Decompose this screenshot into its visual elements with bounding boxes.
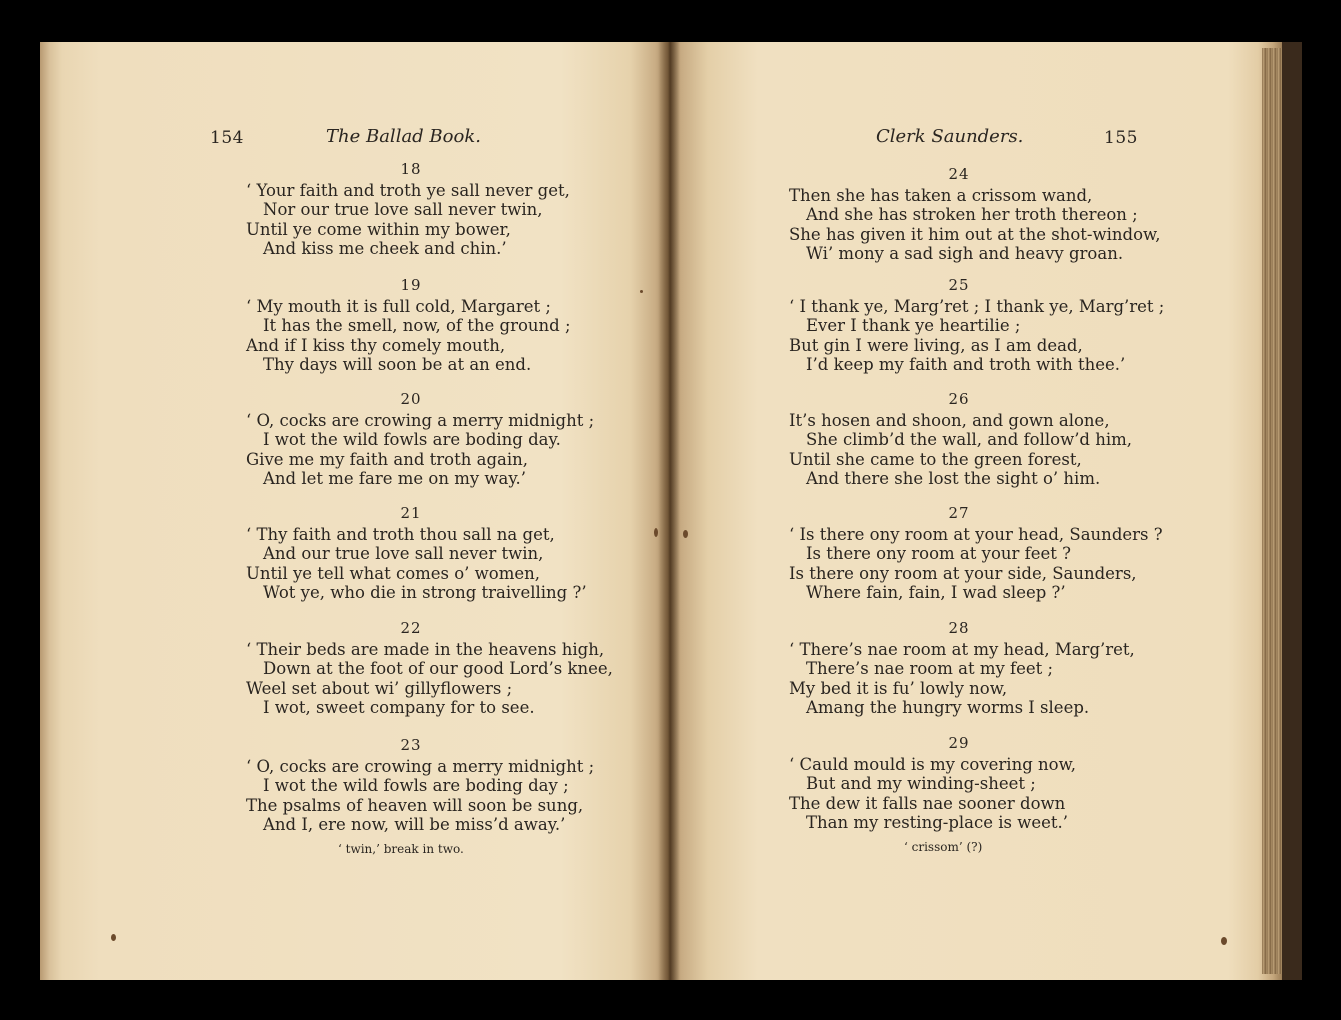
stanza-26 bbox=[789, 390, 1133, 489]
stanza-number: 27 bbox=[948, 504, 970, 522]
verse-line: Is there ony room at your feet ? bbox=[806, 544, 1072, 564]
verse-line: And there she lost the sight o’ him. bbox=[806, 469, 1101, 489]
left-footnote: ‘ twin,’ break in two. bbox=[338, 842, 464, 856]
right-running-title: Clerk Saunders. bbox=[876, 126, 1024, 147]
foxing-spot bbox=[111, 934, 116, 941]
verse-line: She has given it him out at the shot-window, bbox=[789, 224, 1161, 244]
verse-line: Is there ony room at your side, Saunders, bbox=[789, 563, 1137, 583]
right-page-number: 155 bbox=[1104, 128, 1138, 148]
verse-line: I wot the wild fowls are boding day ; bbox=[263, 776, 569, 796]
verse-line: The dew it falls nae sooner down bbox=[789, 793, 1066, 813]
verse-line: She climb’d the wall, and follow’d him, bbox=[806, 430, 1133, 450]
verse-line: ‘ O, cocks are crowing a merry midnight ; bbox=[246, 756, 595, 776]
stanza-18 bbox=[246, 160, 576, 259]
verse-line: Wi’ mony a sad sigh and heavy groan. bbox=[806, 244, 1124, 264]
foxing-spot bbox=[1221, 937, 1227, 945]
verse-line: And she has stroken her troth thereon ; bbox=[806, 205, 1138, 225]
stanza-28 bbox=[789, 619, 1135, 718]
stanza-number: 18 bbox=[400, 160, 422, 178]
verse-line: And our true love sall never twin, bbox=[263, 544, 544, 564]
verse-line: Than my resting-place is weet.’ bbox=[806, 813, 1069, 833]
verse-line: The psalms of heaven will soon be sung, bbox=[246, 795, 584, 815]
verse-line: But gin I were living, as I am dead, bbox=[789, 335, 1083, 355]
verse-line: ‘ My mouth it is full cold, Margaret ; bbox=[246, 296, 551, 316]
stanza-number: 21 bbox=[400, 504, 422, 522]
verse-line: Ever I thank ye heartilie ; bbox=[806, 316, 1021, 336]
verse-line: ‘ Cauld mould is my covering now, bbox=[789, 754, 1076, 774]
stanza-number: 25 bbox=[948, 276, 970, 294]
verse-line: ‘ Your faith and troth ye sall never get, bbox=[246, 180, 570, 200]
foxing-spot bbox=[640, 290, 643, 293]
verse-line: I wot the wild fowls are boding day. bbox=[263, 430, 561, 450]
stanza-29 bbox=[789, 734, 1129, 833]
verse-line: ‘ Their beds are made in the heavens high, bbox=[246, 639, 605, 659]
verse-line: Until ye come within my bower, bbox=[246, 219, 511, 239]
verse-line: It’s hosen and shoon, and gown alone, bbox=[789, 410, 1110, 430]
foxing-spot bbox=[654, 528, 658, 537]
stanza-23 bbox=[246, 736, 595, 835]
foxing-spot bbox=[683, 530, 688, 538]
verse-line: Weel set about wi’ gillyflowers ; bbox=[246, 678, 513, 698]
verse-line: I’d keep my faith and troth with thee.’ bbox=[806, 355, 1126, 375]
page-edges bbox=[1262, 48, 1282, 974]
stanza-27 bbox=[789, 504, 1163, 603]
verse-line: Amang the hungry worms I sleep. bbox=[806, 698, 1090, 718]
right-footnote: ‘ crissom’ (?) bbox=[904, 840, 983, 854]
verse-line: And if I kiss thy comely mouth, bbox=[246, 335, 506, 355]
stanza-number: 29 bbox=[948, 734, 970, 752]
book-gutter bbox=[658, 42, 680, 980]
verse-line: It has the smell, now, of the ground ; bbox=[263, 316, 571, 336]
stanza-22 bbox=[246, 619, 613, 718]
stanza-number: 22 bbox=[400, 619, 422, 637]
verse-line: And let me fare me on my way.’ bbox=[263, 469, 527, 489]
stanza-number: 20 bbox=[400, 390, 422, 408]
verse-line: ‘ O, cocks are crowing a merry midnight ; bbox=[246, 410, 595, 430]
verse-line: There’s nae room at my feet ; bbox=[806, 659, 1054, 679]
verse-line: Until ye tell what comes o’ women, bbox=[246, 563, 541, 583]
verse-line: ‘ I thank ye, Marg’ret ; I thank ye, Marg’ret ; bbox=[789, 296, 1165, 316]
verse-line: I wot, sweet company for to see. bbox=[263, 698, 535, 718]
stanza-19 bbox=[246, 276, 576, 375]
verse-line: Thy days will soon be at an end. bbox=[263, 355, 532, 375]
verse-line: Nor our true love sall never twin, bbox=[263, 200, 543, 220]
verse-line: ‘ Thy faith and troth thou sall na get, bbox=[246, 524, 555, 544]
verse-line: Where fain, fain, I wad sleep ?’ bbox=[806, 583, 1066, 603]
verse-line: My bed it is fu’ lowly now, bbox=[789, 678, 1008, 698]
verse-line: Then she has taken a crissom wand, bbox=[789, 185, 1093, 205]
verse-line: But and my winding-sheet ; bbox=[806, 774, 1036, 794]
stanza-24 bbox=[789, 165, 1161, 264]
verse-line: Down at the foot of our good Lord’s knee, bbox=[263, 659, 613, 679]
verse-line: And I, ere now, will be miss’d away.’ bbox=[263, 815, 566, 835]
stanza-21 bbox=[246, 504, 587, 603]
verse-line: ‘ Is there ony room at your head, Saunders ? bbox=[789, 524, 1163, 544]
verse-line: And kiss me cheek and chin.’ bbox=[263, 239, 507, 259]
left-page-number: 154 bbox=[210, 128, 244, 148]
verse-line: ‘ There’s nae room at my head, Marg’ret, bbox=[789, 639, 1135, 659]
left-running-title: The Ballad Book. bbox=[326, 126, 481, 147]
stanza-number: 24 bbox=[948, 165, 970, 183]
verse-line: Give me my faith and troth again, bbox=[246, 449, 528, 469]
stanza-25 bbox=[789, 276, 1165, 375]
verse-line: Until she came to the green forest, bbox=[789, 449, 1082, 469]
verse-line: Wot ye, who die in strong traivelling ?’ bbox=[263, 583, 587, 603]
stanza-number: 19 bbox=[400, 276, 422, 294]
stanza-number: 28 bbox=[948, 619, 970, 637]
stanza-20 bbox=[246, 390, 595, 489]
stanza-number: 26 bbox=[948, 390, 970, 408]
stanza-number: 23 bbox=[400, 736, 422, 754]
